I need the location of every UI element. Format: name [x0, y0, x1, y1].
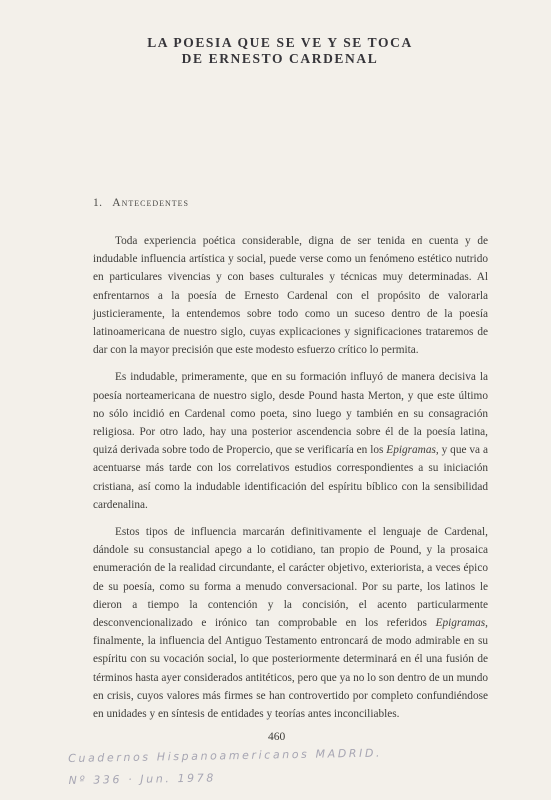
text-run: Es indudable, primeramente, que en su formación influyó de manera decisiva la poesía norteamericana de nuestro siglo, desde Pound hasta Merton, y que este último no sólo incidió en Cardenal como poeta, sino luego y también en su consagración religiosa. Por otro lado, hay una posterior ascendencia sobre él de la poesía latina, quizá derivada sobre todo de Propercio, que se verificaría en los — [93, 371, 488, 457]
paragraph-3 — [93, 523, 488, 723]
italic-title: Epigramas, — [435, 617, 488, 630]
section-number: 1. — [93, 197, 103, 209]
title-line-1: LA POESIA QUE SE VE Y SE TOCA — [147, 35, 413, 50]
text-run: Estos tipos de influencia marcarán definitivamente el lenguaje de Cardenal, dándole su consustancial apego a lo cotidiano, tan propio de Pound, y la prosaica enumeración de la realidad circundante, el carácter objetivo, exteriorista, a veces épico de su poesía, como su forma a menudo conversacional. Por su parte, los latinos le dieron a tiempo la contención y la concisión, el acento particularmente desconvencionalizado e irónico tan comprobable en los referidos — [93, 526, 488, 630]
text-run: finalmente, la influencia del Antiguo Testamento entroncará de modo admirable en su espíritu con su vocación social, lo que posteriormente determinará en él una fusión de términos hasta ayer considerados antitéticos, pero que ya no lo son dentro de un mundo en crisis, cuyos valores más firmes se han controvertido por completo confundiéndose en unidades y en síntesis de entidades y teorías antes inconciliables. — [93, 635, 488, 721]
page-number: 460 — [268, 731, 286, 743]
section-heading — [93, 197, 189, 209]
section-title: Antecedentes — [112, 197, 190, 209]
annotation-line-1: Cuadernos Hispanoamericanos MADRID. — [68, 746, 383, 765]
text-run: y que va a acentuarse más tarde con los correlativos estudios correspondientes a su iniciación cristiana, así como la indudable identificación del espíritu bíblico con la sensibilidad cardenalina. — [93, 444, 488, 511]
document-title — [100, 35, 460, 67]
paragraph-1 — [93, 232, 488, 359]
italic-title: Epigramas, — [386, 444, 439, 457]
paragraph-2 — [93, 368, 488, 514]
text-run: Toda experiencia poética considerable, digna de ser tenida en cuenta y de indudable influencia artística y social, puede verse como un fenómeno estético nutrido en particulares vivencias y con bases culturales y técnicas muy determinadas. Al enfrentarnos a la poesía de Ernesto Cardenal con el propósito de valorarla justicieramente, la entendemos sobre todo como un suceso dentro de la poesía latinoamericana de nuestro siglo, cuyas explicaciones y significaciones trataremos de dar con la mayor precisión que este modesto esfuerzo crítico lo permita. — [93, 235, 488, 357]
handwritten-annotation — [68, 741, 489, 792]
body-text — [93, 232, 488, 732]
title-line-2: DE ERNESTO CARDENAL — [181, 51, 379, 66]
annotation-line-2: Nº 336 · Jun. 1978 — [68, 771, 217, 787]
